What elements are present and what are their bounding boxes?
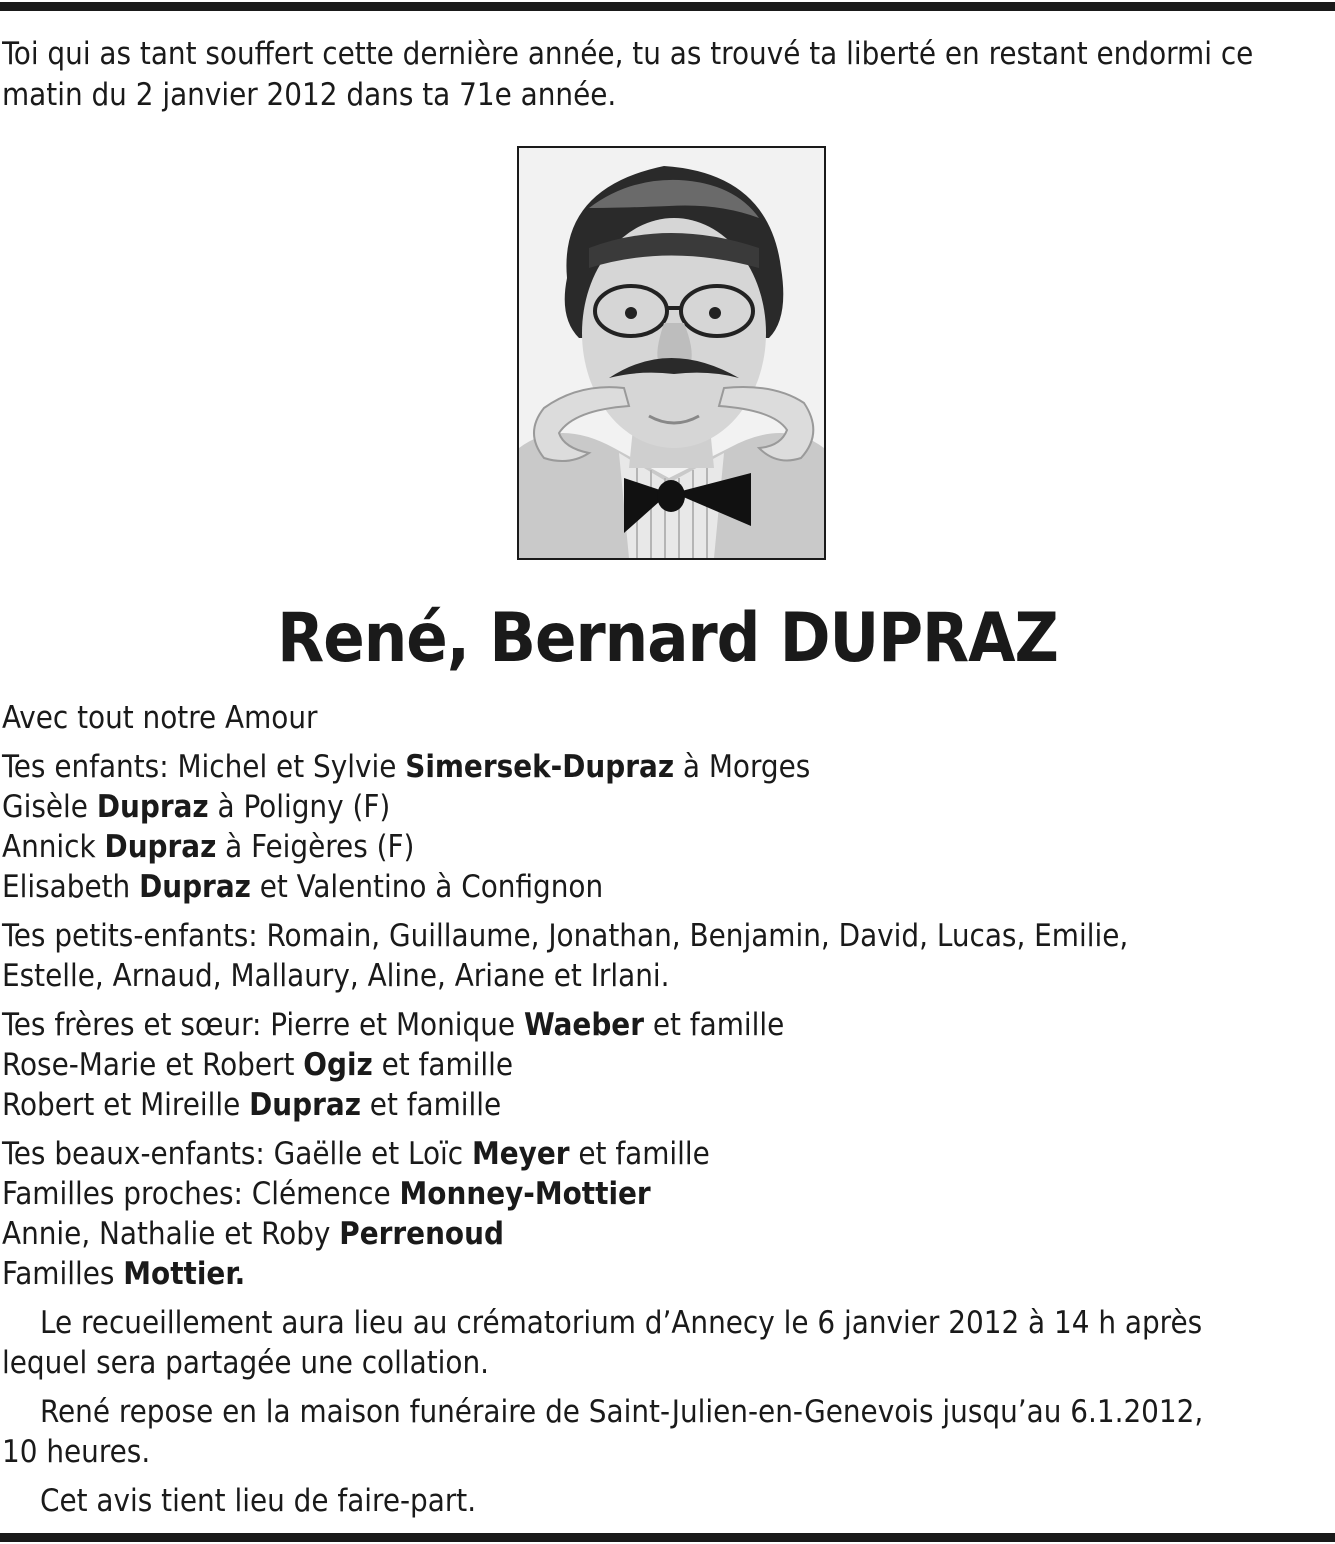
siblings-line-3 [2, 1085, 1332, 1125]
in-laws-line-2 [2, 1174, 1332, 1214]
bottom-rule [0, 1533, 1335, 1542]
in-laws-block [2, 1134, 1332, 1294]
portrait-photo [517, 146, 826, 560]
in-laws-line-3-text: Annie, Nathalie et Roby [2, 1216, 340, 1252]
grandchildren-block [2, 916, 1332, 996]
ceremony-paragraph [2, 1303, 1332, 1383]
children-line-3-surname: Dupraz [104, 829, 217, 865]
children-line-2-surname: Dupraz [96, 789, 209, 825]
in-laws-line-4-text: Familles [2, 1256, 124, 1292]
children-line-2-place: à Poligny (F) [208, 789, 391, 825]
siblings-line-1-suffix: et famille [644, 1007, 785, 1043]
in-laws-line-1-suffix: et famille [569, 1136, 710, 1172]
intro-line-2: matin du 2 janvier 2012 dans ta 71e année. [2, 77, 617, 113]
siblings-line-3-text: Robert et Mireille [2, 1087, 250, 1123]
in-laws-line-4 [2, 1254, 1332, 1294]
notice-paragraph [2, 1481, 1332, 1521]
children-line-1-surname: Simersek-Dupraz [405, 749, 675, 785]
grandchildren-line-1: Tes petits-enfants: Romain, Guillaume, Jonathan, Benjamin, David, Lucas, Emilie, [2, 918, 1129, 954]
children-block [2, 747, 1332, 907]
children-line-3-text: Annick [2, 829, 105, 865]
intro-line-1: Toi qui as tant souffert cette dernière année, tu as trouvé ta liberté en restant endormi ce [2, 36, 1254, 72]
notice-line: Cet avis tient lieu de faire-part. [40, 1483, 477, 1519]
siblings-line-2-suffix: et famille [372, 1047, 514, 1083]
siblings-line-2 [2, 1045, 1332, 1085]
rest-line-2: 10 heures. [2, 1434, 151, 1470]
siblings-line-3-surname: Dupraz [249, 1087, 361, 1123]
deceased-name: René, Bernard DUPRAZ [277, 599, 1058, 678]
children-line-4-text: Elisabeth [2, 869, 140, 905]
children-line-3 [2, 827, 1332, 867]
love-line: Avec tout notre Amour [2, 700, 318, 736]
siblings-line-1 [2, 1005, 1332, 1045]
children-line-4-place: et Valentino à Confignon [250, 869, 604, 905]
ceremony-line-1: Le recueillement aura lieu au crématorium d’Annecy le 6 janvier 2012 à 14 h après [40, 1305, 1203, 1341]
in-laws-line-3 [2, 1214, 1332, 1254]
in-laws-line-1-text: Tes beaux-enfants: Gaëlle et Loïc [2, 1136, 472, 1172]
children-line-1-text: Tes enfants: Michel et Sylvie [2, 749, 406, 785]
siblings-line-1-surname: Waeber [523, 1007, 644, 1043]
siblings-line-3-suffix: et famille [360, 1087, 502, 1123]
siblings-line-1-text: Tes frères et sœur: Pierre et Monique [2, 1007, 524, 1043]
grandchildren-line-2: Estelle, Arnaud, Mallaury, Aline, Ariane et Irlani. [2, 958, 670, 994]
children-line-4 [2, 867, 1332, 907]
in-laws-line-2-surname: Monney-Mottier [399, 1176, 651, 1212]
children-line-1-place: à Morges [674, 749, 811, 785]
rest-line-1: René repose en la maison funéraire de Saint-Julien-en-Genevois jusqu’au 6.1.2012, [40, 1394, 1204, 1430]
children-line-4-surname: Dupraz [139, 869, 251, 905]
in-laws-line-3-surname: Perrenoud [339, 1216, 504, 1252]
top-rule [0, 2, 1335, 11]
children-line-2 [2, 787, 1332, 827]
notice-body [2, 698, 1332, 1521]
in-laws-line-4-surname: Mottier. [123, 1256, 246, 1292]
siblings-line-2-surname: Ogiz [303, 1047, 373, 1083]
intro-paragraph [2, 34, 1332, 116]
portrait-illustration [519, 148, 824, 558]
children-line-1 [2, 747, 1332, 787]
in-laws-line-1 [2, 1134, 1332, 1174]
siblings-block [2, 1005, 1332, 1125]
ceremony-line-2: lequel sera partagée une collation. [2, 1345, 489, 1381]
rest-paragraph [2, 1392, 1332, 1472]
siblings-line-2-text: Rose-Marie et Robert [2, 1047, 304, 1083]
children-line-2-text: Gisèle [2, 789, 97, 825]
children-line-3-place: à Feigères (F) [216, 829, 415, 865]
in-laws-line-2-text: Familles proches: Clémence [2, 1176, 400, 1212]
in-laws-line-1-surname: Meyer [471, 1136, 570, 1172]
